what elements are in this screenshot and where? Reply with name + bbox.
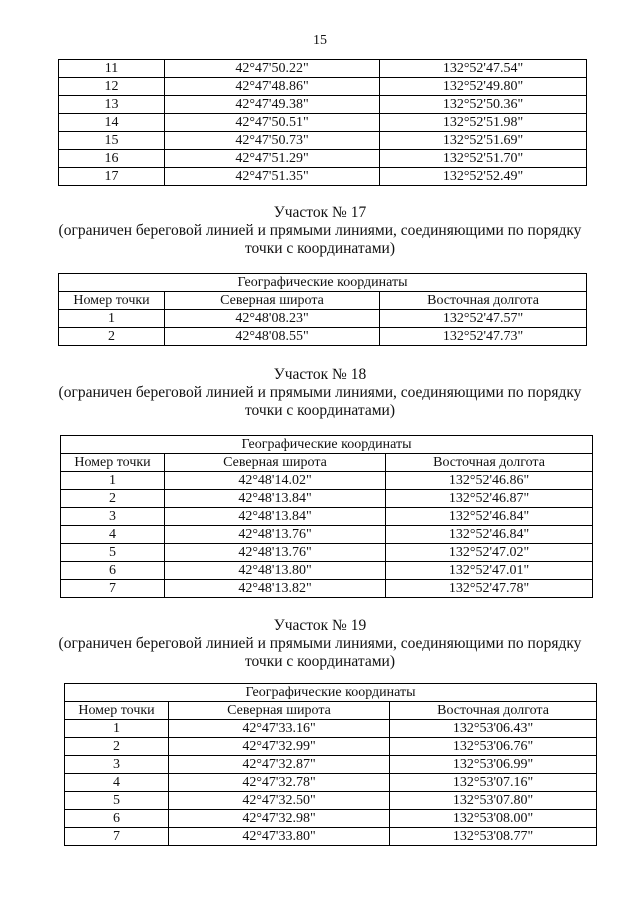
table-row (59, 60, 587, 78)
latitude-cell: 42°48'13.76" (165, 544, 386, 562)
point-number-cell: 16 (59, 150, 165, 168)
point-number-cell: 6 (65, 810, 169, 828)
col-header-latitude: Северная широта (169, 702, 390, 720)
longitude-cell: 132°52'51.70" (380, 150, 587, 168)
latitude-cell: 42°47'32.78" (169, 774, 390, 792)
longitude-cell: 132°52'47.78" (386, 580, 593, 598)
table-row (65, 756, 597, 774)
latitude-cell: 42°47'32.99" (169, 738, 390, 756)
section-19-heading (0, 617, 640, 671)
latitude-cell: 42°47'32.87" (169, 756, 390, 774)
table-row (61, 472, 593, 490)
longitude-cell: 132°52'46.86" (386, 472, 593, 490)
latitude-cell: 42°47'50.51" (165, 114, 380, 132)
table-row (59, 96, 587, 114)
longitude-cell: 132°52'51.69" (380, 132, 587, 150)
latitude-cell: 42°47'32.98" (169, 810, 390, 828)
point-number-cell: 1 (65, 720, 169, 738)
table-row (59, 310, 587, 328)
point-number-cell: 4 (61, 526, 165, 544)
point-number-cell: 3 (61, 508, 165, 526)
longitude-cell: 132°52'47.01" (386, 562, 593, 580)
point-number-cell: 7 (61, 580, 165, 598)
coordinates-table-17 (58, 273, 587, 346)
latitude-cell: 42°48'13.80" (165, 562, 386, 580)
table-row (61, 544, 593, 562)
col-header-point: Номер точки (61, 454, 165, 472)
col-header-longitude: Восточная долгота (390, 702, 597, 720)
point-number-cell: 13 (59, 96, 165, 114)
longitude-cell: 132°53'06.43" (390, 720, 597, 738)
section-subtitle-line2: точки с координатами) (244, 653, 396, 670)
section-title: Участок № 19 (273, 617, 367, 634)
latitude-cell: 42°48'08.23" (165, 310, 380, 328)
point-number-cell: 15 (59, 132, 165, 150)
table-row (59, 168, 587, 186)
table-row (59, 328, 587, 346)
latitude-cell: 42°48'13.84" (165, 508, 386, 526)
latitude-cell: 42°48'13.76" (165, 526, 386, 544)
section-subtitle-line1: (ограничен береговой линией и прямыми линиями, соединяющими по порядку (58, 222, 582, 239)
table-row (59, 150, 587, 168)
col-header-longitude: Восточная долгота (386, 454, 593, 472)
longitude-cell: 132°53'08.00" (390, 810, 597, 828)
point-number-cell: 17 (59, 168, 165, 186)
section-subtitle-line1: (ограничен береговой линией и прямыми линиями, соединяющими по порядку (58, 635, 582, 652)
table-row (65, 720, 597, 738)
group-header: Географические координаты (61, 436, 593, 454)
point-number-cell: 2 (65, 738, 169, 756)
section-subtitle-line2: точки с координатами) (244, 240, 396, 257)
page-number: 15 (313, 33, 327, 48)
coordinates-table-continued (58, 59, 587, 186)
group-header: Географические координаты (59, 274, 587, 292)
table-row (59, 78, 587, 96)
latitude-cell: 42°48'13.84" (165, 490, 386, 508)
longitude-cell: 132°52'47.73" (380, 328, 587, 346)
point-number-cell: 12 (59, 78, 165, 96)
table-row (61, 526, 593, 544)
longitude-cell: 132°53'07.80" (390, 792, 597, 810)
point-number-cell: 6 (61, 562, 165, 580)
longitude-cell: 132°52'50.36" (380, 96, 587, 114)
table-row (59, 132, 587, 150)
point-number-cell: 5 (65, 792, 169, 810)
point-number-cell: 5 (61, 544, 165, 562)
table-row (65, 738, 597, 756)
point-number-cell: 4 (65, 774, 169, 792)
group-header: Географические координаты (65, 684, 597, 702)
section-18-heading (0, 366, 640, 420)
section-17-heading (0, 204, 640, 258)
longitude-cell: 132°53'06.76" (390, 738, 597, 756)
latitude-cell: 42°47'51.35" (165, 168, 380, 186)
section-subtitle-line1: (ограничен береговой линией и прямыми линиями, соединяющими по порядку (58, 384, 582, 401)
point-number-cell: 14 (59, 114, 165, 132)
longitude-cell: 132°52'49.80" (380, 78, 587, 96)
longitude-cell: 132°53'08.77" (390, 828, 597, 846)
section-title: Участок № 17 (273, 204, 367, 221)
point-number-cell: 2 (59, 328, 165, 346)
latitude-cell: 42°47'50.73" (165, 132, 380, 150)
latitude-cell: 42°48'08.55" (165, 328, 380, 346)
longitude-cell: 132°52'51.98" (380, 114, 587, 132)
latitude-cell: 42°48'14.02" (165, 472, 386, 490)
point-number-cell: 1 (61, 472, 165, 490)
table-row (61, 580, 593, 598)
col-header-point: Номер точки (65, 702, 169, 720)
longitude-cell: 132°52'47.57" (380, 310, 587, 328)
table-row (65, 828, 597, 846)
latitude-cell: 42°47'33.16" (169, 720, 390, 738)
latitude-cell: 42°47'50.22" (165, 60, 380, 78)
longitude-cell: 132°53'07.16" (390, 774, 597, 792)
longitude-cell: 132°52'46.87" (386, 490, 593, 508)
col-header-longitude: Восточная долгота (380, 292, 587, 310)
longitude-cell: 132°52'52.49" (380, 168, 587, 186)
latitude-cell: 42°47'32.50" (169, 792, 390, 810)
table-row (65, 810, 597, 828)
table-row (59, 114, 587, 132)
table-row (61, 508, 593, 526)
col-header-latitude: Северная широта (165, 454, 386, 472)
point-number-cell: 2 (61, 490, 165, 508)
latitude-cell: 42°47'48.86" (165, 78, 380, 96)
section-subtitle-line2: точки с координатами) (244, 402, 396, 419)
point-number-cell: 3 (65, 756, 169, 774)
coordinates-table-18 (60, 435, 593, 598)
table-row (65, 774, 597, 792)
latitude-cell: 42°47'49.38" (165, 96, 380, 114)
latitude-cell: 42°47'33.80" (169, 828, 390, 846)
table-row (65, 792, 597, 810)
point-number-cell: 1 (59, 310, 165, 328)
longitude-cell: 132°52'47.02" (386, 544, 593, 562)
longitude-cell: 132°52'46.84" (386, 508, 593, 526)
latitude-cell: 42°47'51.29" (165, 150, 380, 168)
longitude-cell: 132°52'47.54" (380, 60, 587, 78)
coordinates-table-19 (64, 683, 597, 846)
col-header-latitude: Северная широта (165, 292, 380, 310)
col-header-point: Номер точки (59, 292, 165, 310)
section-title: Участок № 18 (273, 366, 367, 383)
point-number-cell: 11 (59, 60, 165, 78)
table-row (61, 490, 593, 508)
point-number-cell: 7 (65, 828, 169, 846)
longitude-cell: 132°53'06.99" (390, 756, 597, 774)
table-row (61, 562, 593, 580)
latitude-cell: 42°48'13.82" (165, 580, 386, 598)
longitude-cell: 132°52'46.84" (386, 526, 593, 544)
